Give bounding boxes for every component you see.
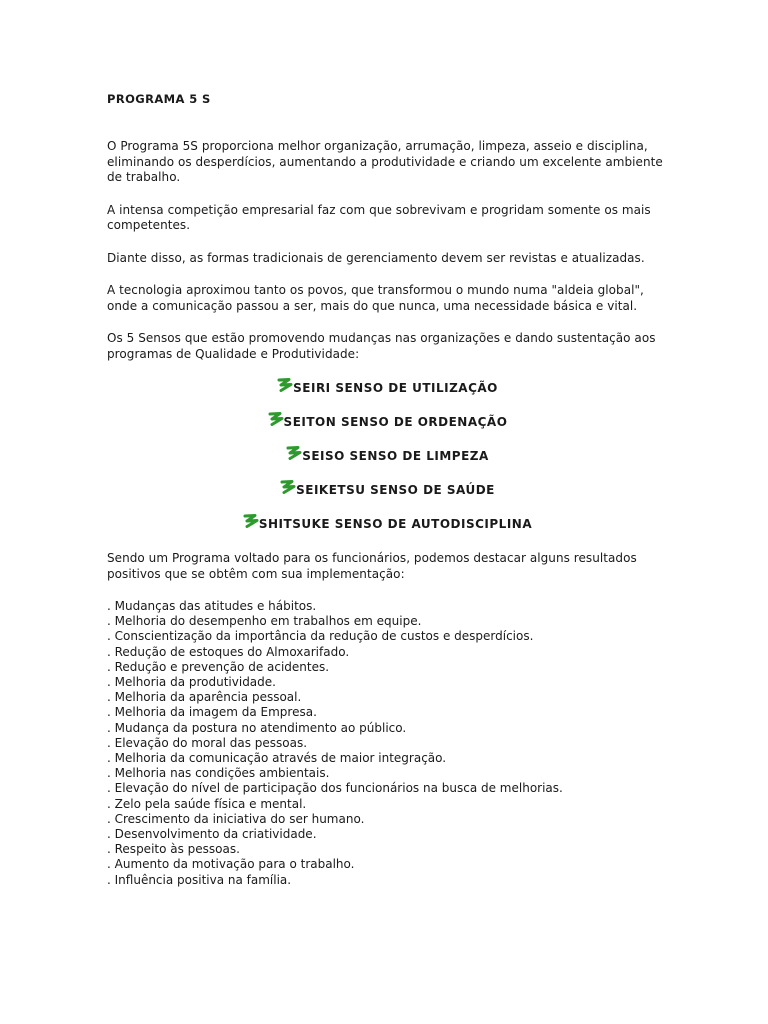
- document-page: [107, 91, 667, 888]
- list-item: . Redução e prevenção de acidentes.: [107, 659, 330, 674]
- list-item: . Zelo pela saúde física e mental.: [107, 796, 307, 811]
- senso-label: SEIKETSU SENSO DE SAÚDE: [296, 483, 495, 497]
- list-item: . Elevação do nível de participação dos funcionários na busca de melhorias.: [107, 781, 563, 796]
- senso-item: [107, 481, 667, 499]
- list-item: . Mudança da postura no atendimento ao público.: [107, 720, 407, 735]
- senso-label: SEISO SENSO DE LIMPEZA: [302, 449, 489, 463]
- list-item: . Respeito às pessoas.: [107, 842, 240, 857]
- senso-item: [107, 447, 667, 465]
- senso-item: [107, 379, 667, 397]
- list-item: . Desenvolvimento da criatividade.: [107, 827, 317, 842]
- list-item: . Melhoria da produtividade.: [107, 675, 276, 690]
- list-item: . Melhoria do desempenho em trabalhos em equipe.: [107, 614, 422, 629]
- paragraph-results-intro: Sendo um Programa voltado para os funcionários, podemos destacar alguns resultados positivos que se obtêm com sua implementação:: [107, 551, 637, 581]
- senso-label: SEITON SENSO DE ORDENAÇÃO: [283, 415, 508, 429]
- senso-label: SEIRI SENSO DE UTILIZAÇÃO: [293, 381, 498, 395]
- list-item: . Mudanças das atitudes e hábitos.: [107, 599, 317, 613]
- senso-label: SHITSUKE SENSO DE AUTODISCIPLINA: [258, 517, 533, 531]
- results-list: [107, 599, 667, 888]
- list-item: . Redução de estoques do Almoxarifado.: [107, 644, 350, 659]
- list-item: . Influência positiva na família.: [107, 872, 292, 887]
- list-item: . Melhoria da imagem da Empresa.: [107, 705, 317, 720]
- list-item: . Aumento da motivação para o trabalho.: [107, 857, 355, 872]
- list-item: . Crescimento da iniciativa do ser humano.: [107, 811, 365, 826]
- senso-item: [107, 413, 667, 431]
- list-item: . Melhoria da aparência pessoal.: [107, 690, 302, 705]
- senso-item: [107, 515, 667, 533]
- list-item: . Melhoria nas condições ambientais.: [107, 766, 330, 781]
- sensos-list: [107, 379, 667, 533]
- list-item: . Elevação do moral das pessoas.: [107, 735, 308, 750]
- green-s-mark-icon: [267, 412, 284, 426]
- paragraph-management: Diante disso, as formas tradicionais de gerenciamento devem ser revistas e atualizadas.: [107, 250, 645, 265]
- paragraph-technology: A tecnologia aproximou tanto os povos, que transformou o mundo numa "aldeia global", onde a comunicação passou a ser, mais do que nunca, uma necessidade básica e vital.: [107, 283, 644, 313]
- list-item: . Conscientização da importância da redução de custos e desperdícios.: [107, 629, 534, 644]
- list-item: . Melhoria da comunicação através de maior integração.: [107, 751, 447, 766]
- green-s-mark-icon: [276, 378, 293, 392]
- paragraph-intro: O Programa 5S proporciona melhor organização, arrumação, limpeza, asseio e disciplina, eliminando os desperdícios, aumentando a produtividade e criando um excelente ambiente de trabalho.: [107, 139, 663, 184]
- green-s-mark-icon: [279, 480, 296, 494]
- paragraph-sensos-intro: Os 5 Sensos que estão promovendo mudanças nas organizações e dando sustentação aos programas de Qualidade e Produtividade:: [107, 331, 656, 361]
- paragraph-competition: A intensa competição empresarial faz com que sobrevivam e progridam somente os mais competentes.: [107, 202, 651, 232]
- green-s-mark-icon: [242, 514, 259, 528]
- page-title: PROGRAMA 5 S: [107, 92, 211, 106]
- green-s-mark-icon: [285, 446, 302, 460]
